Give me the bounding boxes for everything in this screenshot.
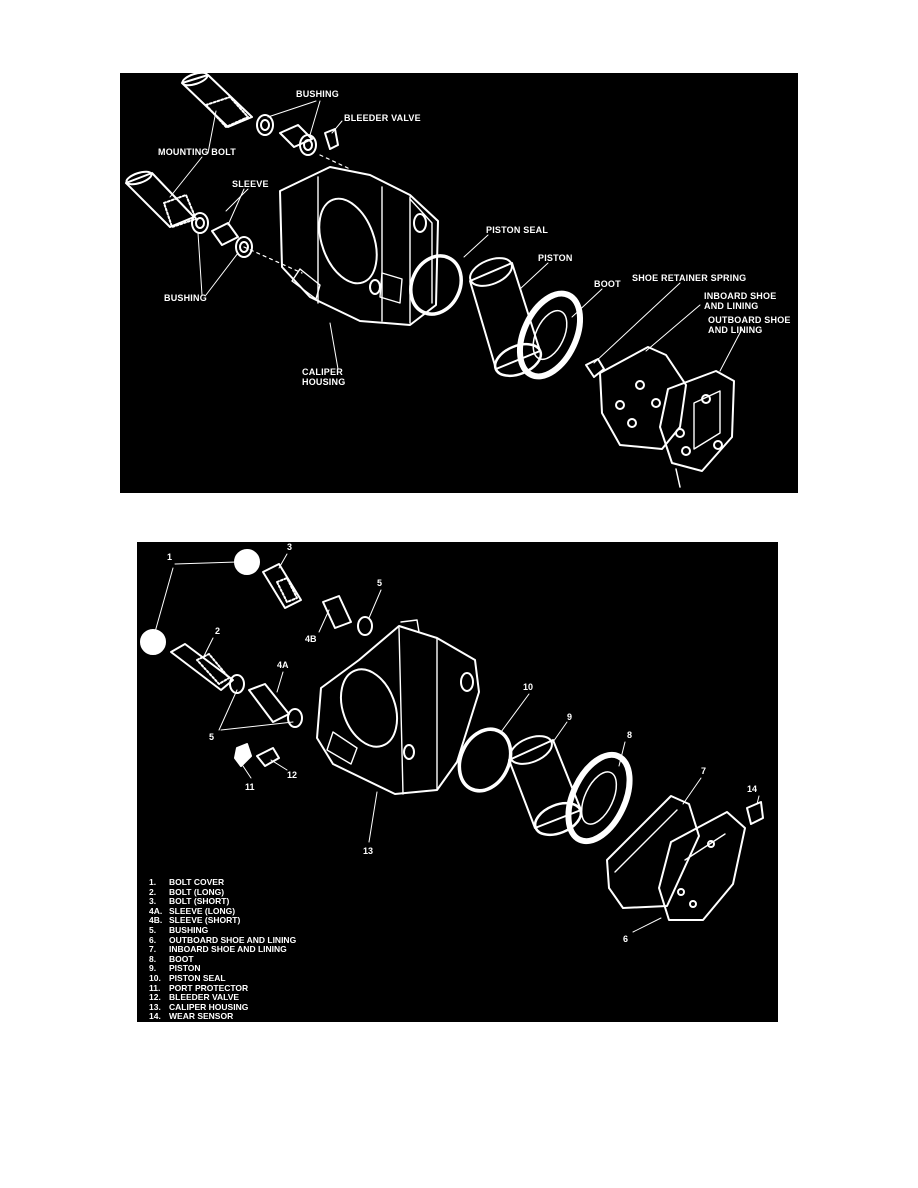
label-outboard-shoe: OUTBOARD SHOE AND LINING bbox=[708, 315, 791, 335]
bolt-short bbox=[263, 564, 301, 608]
legend-text: PISTON bbox=[169, 963, 201, 974]
label-mounting-bolt: MOUNTING BOLT bbox=[158, 147, 236, 157]
legend-number: 11. bbox=[149, 982, 161, 993]
callout-4a: 4A bbox=[277, 660, 289, 670]
legend-text: BLEEDER VALVE bbox=[169, 992, 240, 1003]
legend-number: 5. bbox=[149, 924, 157, 935]
label-bushing-top: BUSHING bbox=[296, 89, 339, 99]
legend-number: 8. bbox=[149, 953, 157, 964]
wear-sensor bbox=[747, 802, 763, 824]
bolt-cover-2 bbox=[141, 630, 165, 654]
bushing-3 bbox=[192, 213, 208, 233]
legend-text: WEAR SENSOR bbox=[169, 1011, 234, 1022]
legend-number: 13. bbox=[149, 1001, 161, 1012]
legend-text: PORT PROTECTOR bbox=[169, 982, 249, 993]
sleeve-short bbox=[323, 596, 351, 628]
label-bleeder-valve: BLEEDER VALVE bbox=[344, 113, 421, 123]
caliper-exploded-view-numbered bbox=[137, 542, 778, 1022]
label-piston-seal: PISTON SEAL bbox=[486, 225, 549, 235]
label-shoe-retainer-spring: SHOE RETAINER SPRING bbox=[632, 273, 747, 283]
legend-text: BOOT bbox=[169, 953, 194, 964]
legend-number: 1. bbox=[149, 877, 157, 887]
bleeder-valve bbox=[325, 129, 338, 149]
label-caliper-housing: CALIPER HOUSING bbox=[302, 367, 346, 387]
bolt-cover-1 bbox=[235, 550, 259, 574]
bolt-long bbox=[171, 644, 233, 690]
callout-5-upper: 5 bbox=[377, 578, 383, 588]
bushing-1 bbox=[257, 115, 273, 135]
piston bbox=[466, 253, 545, 382]
caliper-exploded-view-labeled bbox=[120, 73, 798, 493]
caliper-drawing-1 bbox=[120, 73, 798, 493]
callout-2: 2 bbox=[215, 626, 221, 636]
legend-number: 14. bbox=[149, 1011, 161, 1022]
callout-11: 11 bbox=[245, 782, 255, 792]
legend-number: 6. bbox=[149, 934, 157, 945]
inboard-shoe bbox=[600, 347, 686, 449]
leader-lines bbox=[155, 554, 759, 932]
callout-1: 1 bbox=[167, 552, 173, 562]
label-piston: PISTON bbox=[538, 253, 573, 263]
legend-text: PISTON SEAL bbox=[169, 972, 226, 983]
legend-number: 4B. bbox=[149, 915, 163, 926]
callout-4b: 4B bbox=[305, 634, 317, 644]
label-boot: BOOT bbox=[594, 279, 621, 289]
legend-text: OUTBOARD SHOE AND LINING bbox=[169, 934, 297, 945]
legend-text: BOLT (SHORT) bbox=[169, 896, 230, 907]
callout-6: 6 bbox=[623, 934, 629, 944]
mounting-bolt-upper bbox=[181, 73, 252, 127]
legend-number: 9. bbox=[149, 963, 157, 974]
callout-3: 3 bbox=[287, 542, 293, 552]
boot bbox=[508, 284, 592, 386]
legend-item bbox=[149, 1012, 296, 1022]
callout-8: 8 bbox=[627, 730, 633, 740]
label-bushing-bottom: BUSHING bbox=[164, 293, 207, 303]
bushing-2 bbox=[300, 135, 316, 155]
legend-text: CALIPER HOUSING bbox=[169, 1001, 249, 1012]
callout-9: 9 bbox=[567, 712, 573, 722]
caliper-housing bbox=[317, 620, 479, 794]
legend-text: BUSHING bbox=[169, 924, 209, 935]
legend-number: 3. bbox=[149, 896, 157, 907]
outboard-shoe bbox=[660, 371, 734, 487]
callout-5-lower: 5 bbox=[209, 732, 215, 742]
callout-12: 12 bbox=[287, 770, 298, 780]
legend-number: 10. bbox=[149, 972, 161, 983]
legend-text: BOLT COVER bbox=[169, 877, 225, 887]
callout-7: 7 bbox=[701, 766, 707, 776]
legend-number: 2. bbox=[149, 886, 157, 897]
port-protector bbox=[235, 744, 251, 766]
sleeve-lower bbox=[212, 223, 238, 245]
bushing-c bbox=[288, 709, 302, 727]
sleeve-long bbox=[249, 684, 289, 722]
callout-13: 13 bbox=[363, 846, 374, 856]
legend-text: BOLT (LONG) bbox=[169, 886, 225, 897]
callout-14: 14 bbox=[747, 784, 758, 794]
legend-number: 4A. bbox=[149, 905, 163, 916]
label-sleeve: SLEEVE bbox=[232, 179, 269, 189]
legend-text: SLEEVE (SHORT) bbox=[169, 915, 241, 926]
leader-lines bbox=[170, 101, 742, 371]
outboard-shoe bbox=[659, 812, 745, 920]
callout-10: 10 bbox=[523, 682, 534, 692]
legend-text: SLEEVE (LONG) bbox=[169, 905, 236, 916]
parts-legend bbox=[149, 878, 296, 1022]
legend-text: INBOARD SHOE AND LINING bbox=[169, 944, 287, 955]
legend-number: 12. bbox=[149, 992, 161, 1003]
legend-number: 7. bbox=[149, 944, 157, 955]
boot bbox=[556, 745, 642, 850]
label-inboard-shoe: INBOARD SHOE AND LINING bbox=[704, 291, 777, 311]
bushing-a bbox=[358, 617, 372, 635]
